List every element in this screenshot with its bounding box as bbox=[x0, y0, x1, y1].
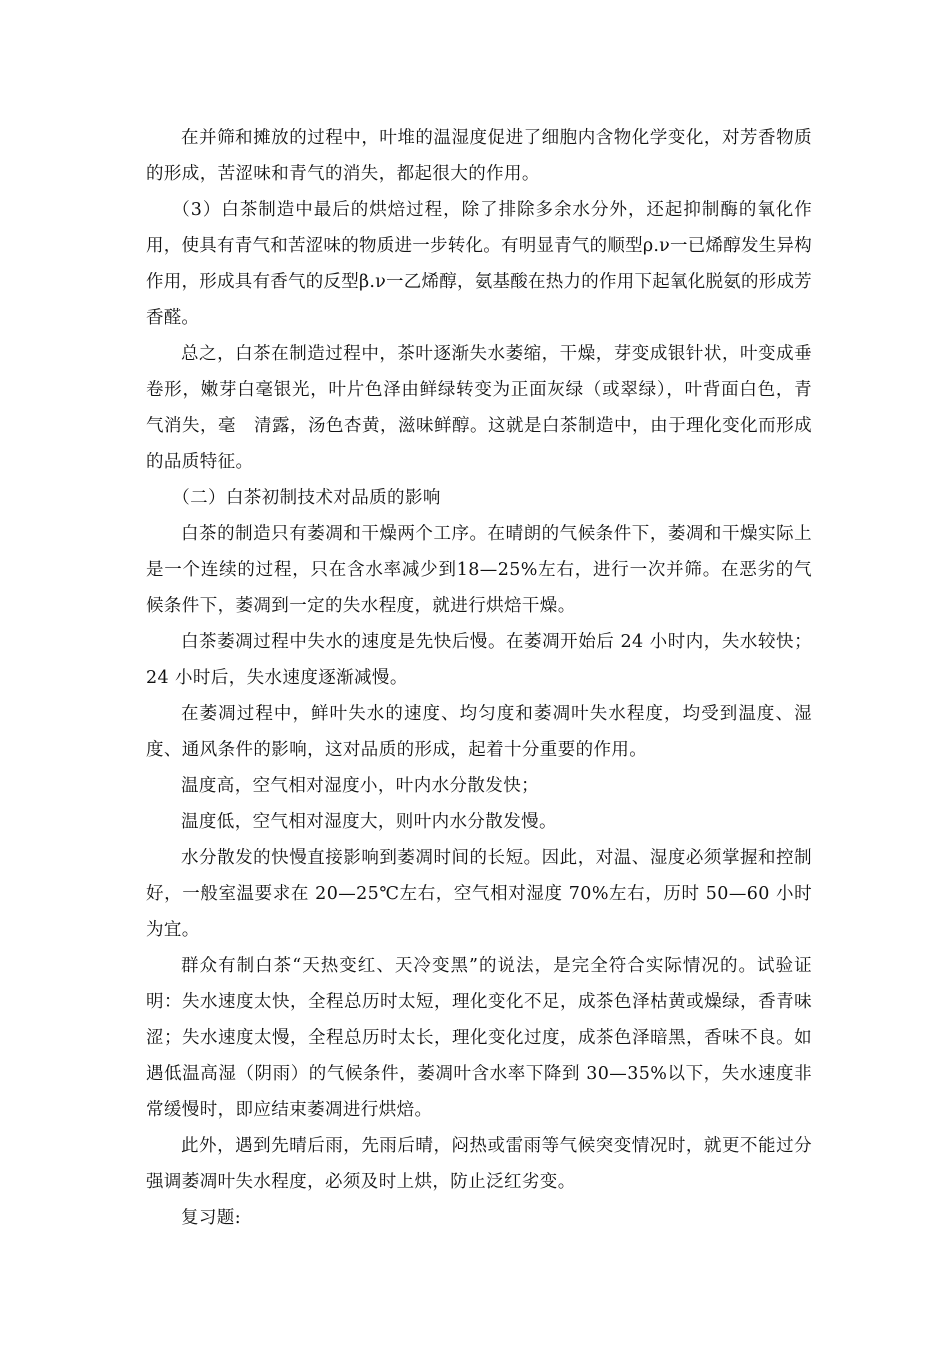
paragraph-summary: 总之，白茶在制造过程中，茶叶逐渐失水萎缩，干燥，芽变成银针状，叶变成垂卷形，嫩芽白毫银光，叶片色泽由鲜绿转变为正面灰绿（或翠绿），叶背面白色，青气消失，毫 清露，汤色杏黄，滋味鲜醇。这就是白茶制造中，由于理化变化而形成的品质特征。 bbox=[146, 344, 812, 472]
paragraph-folk-saying: 群众有制白茶“天热变红、天冷变黑”的说法，是完全符合实际情况的。试验证明：失水速度太快，全程总历时太短，理化变化不足，成茶色泽枯黄或燥绿，香青味涩；失水速度太慢，全程总历时太长，理化变化过度，成茶色泽暗黑，香味不良。如遇低温高湿（阴雨）的气候条件，萎凋叶含水率下降到 30—35%以下，失水速度非常缓慢时，即应结束萎凋进行烘焙。 bbox=[146, 956, 812, 1120]
paragraph-high-temperature: 温度高，空气相对湿度小，叶内水分散发快； bbox=[181, 776, 539, 796]
paragraph-weather-changes: 此外，遇到先晴后雨，先雨后晴，闷热或雷雨等气候突变情况时，就更不能过分强调萎凋叶失水程度，必须及时上烘，防止泛红劣变。 bbox=[146, 1136, 812, 1192]
paragraph-baking-process: （3）白茶制造中最后的烘焙过程，除了排除多余水分外，还起抑制酶的氧化作用，使具有青气和苦涩味的物质进一步转化。有明显青气的顺型ρ.ν一已烯醇发生异构作用，形成具有香气的反型β.ν一乙烯醇，氨基酸在热力的作用下起氧化脱氨的形成芳香醛。 bbox=[146, 200, 812, 328]
paragraph-sieving-effect: 在并筛和摊放的过程中，叶堆的温湿度促进了细胞内含物化学变化，对芳香物质的形成，苦涩味和青气的消失，都起很大的作用。 bbox=[146, 128, 812, 184]
paragraph-low-temperature: 温度低，空气相对湿度大，则叶内水分散发慢。 bbox=[181, 812, 557, 832]
document-page bbox=[146, 120, 812, 1236]
section-heading: （二）白茶初制技术对品质的影响 bbox=[172, 488, 441, 508]
paragraph-water-loss-rate: 白茶萎凋过程中失水的速度是先快后慢。在萎凋开始后 24 小时内，失水较快；24 小时后，失水速度逐渐减慢。 bbox=[146, 632, 812, 688]
paragraph-process-steps: 白茶的制造只有萎凋和干燥两个工序。在晴朗的气候条件下，萎凋和干燥实际上是一个连续的过程，只在含水率减少到18—25%左右，进行一次并筛。在恶劣的气候条件下，萎凋到一定的失水程度，就进行烘焙干燥。 bbox=[146, 524, 812, 616]
paragraph-control-conditions: 水分散发的快慢直接影响到萎凋时间的长短。因此，对温、湿度必须掌握和控制好，一般室温要求在 20—25℃左右，空气相对湿度 70%左右，历时 50—60 小时为宜。 bbox=[146, 848, 812, 940]
paragraph-influencing-factors: 在萎凋过程中，鲜叶失水的速度、均匀度和萎凋叶失水程度，均受到温度、湿度、通风条件的影响，这对品质的形成，起着十分重要的作用。 bbox=[146, 704, 812, 760]
review-questions-heading: 复习题: bbox=[181, 1208, 241, 1228]
